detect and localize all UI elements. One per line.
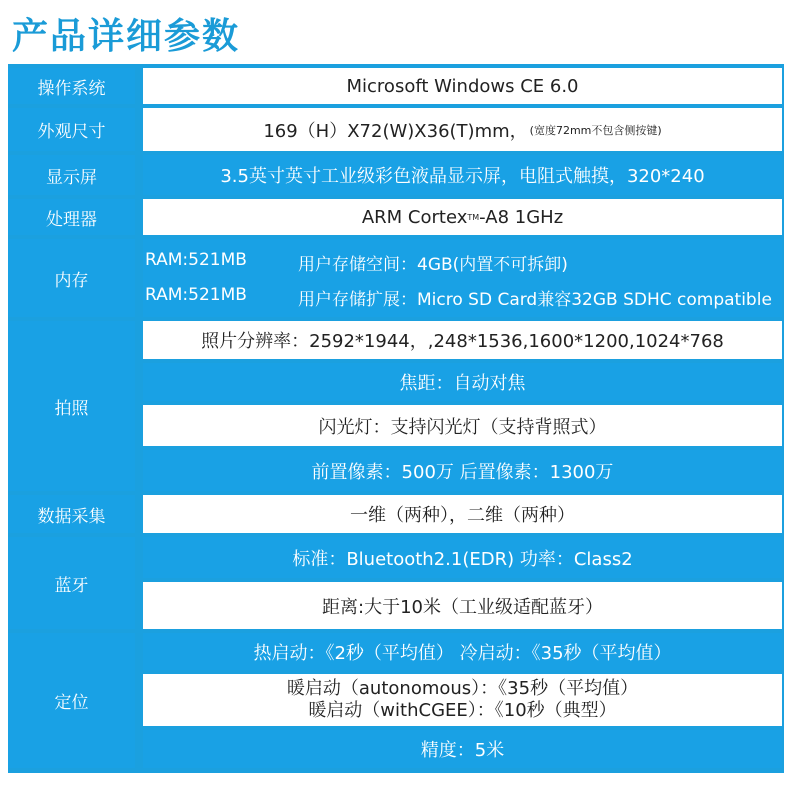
trademark-mark: TM bbox=[467, 212, 480, 222]
gps-accuracy: 精度：5米 bbox=[143, 730, 782, 768]
memory-ram-2: RAM:521MB bbox=[145, 285, 247, 305]
memory-storage: 用户存储空间：4GB(内置不可拆卸) bbox=[298, 255, 568, 275]
bluetooth-label: 蓝牙 bbox=[8, 537, 135, 629]
processor-value bbox=[143, 199, 782, 235]
bluetooth-standard: 标准：Bluetooth2.1(EDR) 功率：Class2 bbox=[143, 537, 782, 578]
gps-warm-withcgee: 暖启动（withCGEE）：《10秒（典型） bbox=[308, 700, 617, 721]
memory-ram-1: RAM:521MB bbox=[145, 250, 247, 270]
processor-name: ARM Cortex bbox=[361, 206, 468, 228]
memory-value bbox=[143, 239, 782, 317]
os-value: Microsoft Windows CE 6.0 bbox=[143, 68, 782, 104]
camera-resolution: 照片分辨率：2592*1944，,248*1536,1600*1200,1024*768 bbox=[143, 321, 782, 359]
dimensions-main: 169（H）X72(W)X36(T)mm， bbox=[263, 120, 528, 142]
scan-value: 一维（两种），二维（两种） bbox=[143, 495, 782, 533]
processor-spec: -A8 1GHz bbox=[479, 206, 564, 228]
dimensions-label: 外观尺寸 bbox=[8, 108, 135, 151]
camera-focus: 焦距：自动对焦 bbox=[143, 363, 782, 401]
dimensions-value bbox=[143, 108, 782, 151]
memory-label: 内存 bbox=[8, 239, 135, 317]
display-label: 显示屏 bbox=[8, 155, 135, 195]
dimensions-note: (宽度72mm不包含侧按键) bbox=[529, 123, 662, 137]
page-title: 产品详细参数 bbox=[12, 16, 241, 57]
camera-pixels: 前置像素：500万 后置像素：1300万 bbox=[143, 450, 782, 491]
gps-warm-autonomous: 暖启动（autonomous）：《35秒（平均值） bbox=[286, 678, 639, 699]
os-label: 操作系统 bbox=[8, 68, 135, 104]
gps-warm-start bbox=[143, 674, 782, 726]
scan-label: 数据采集 bbox=[8, 495, 135, 533]
bluetooth-range: 距离:大于10米（工业级适配蓝牙） bbox=[143, 582, 782, 629]
memory-expansion: 用户存储扩展：Micro SD Card兼容32GB SDHC compatible bbox=[298, 290, 772, 310]
gps-start: 热启动：《2秒（平均值） 冷启动：《35秒（平均值） bbox=[143, 633, 782, 670]
camera-flash: 闪光灯：支持闪光灯（支持背照式） bbox=[143, 405, 782, 446]
processor-label: 处理器 bbox=[8, 199, 135, 235]
camera-label: 拍照 bbox=[8, 321, 135, 491]
display-value: 3.5英寸英寸工业级彩色液晶显示屏，电阻式触摸，320*240 bbox=[143, 155, 782, 195]
gps-label: 定位 bbox=[8, 633, 135, 768]
